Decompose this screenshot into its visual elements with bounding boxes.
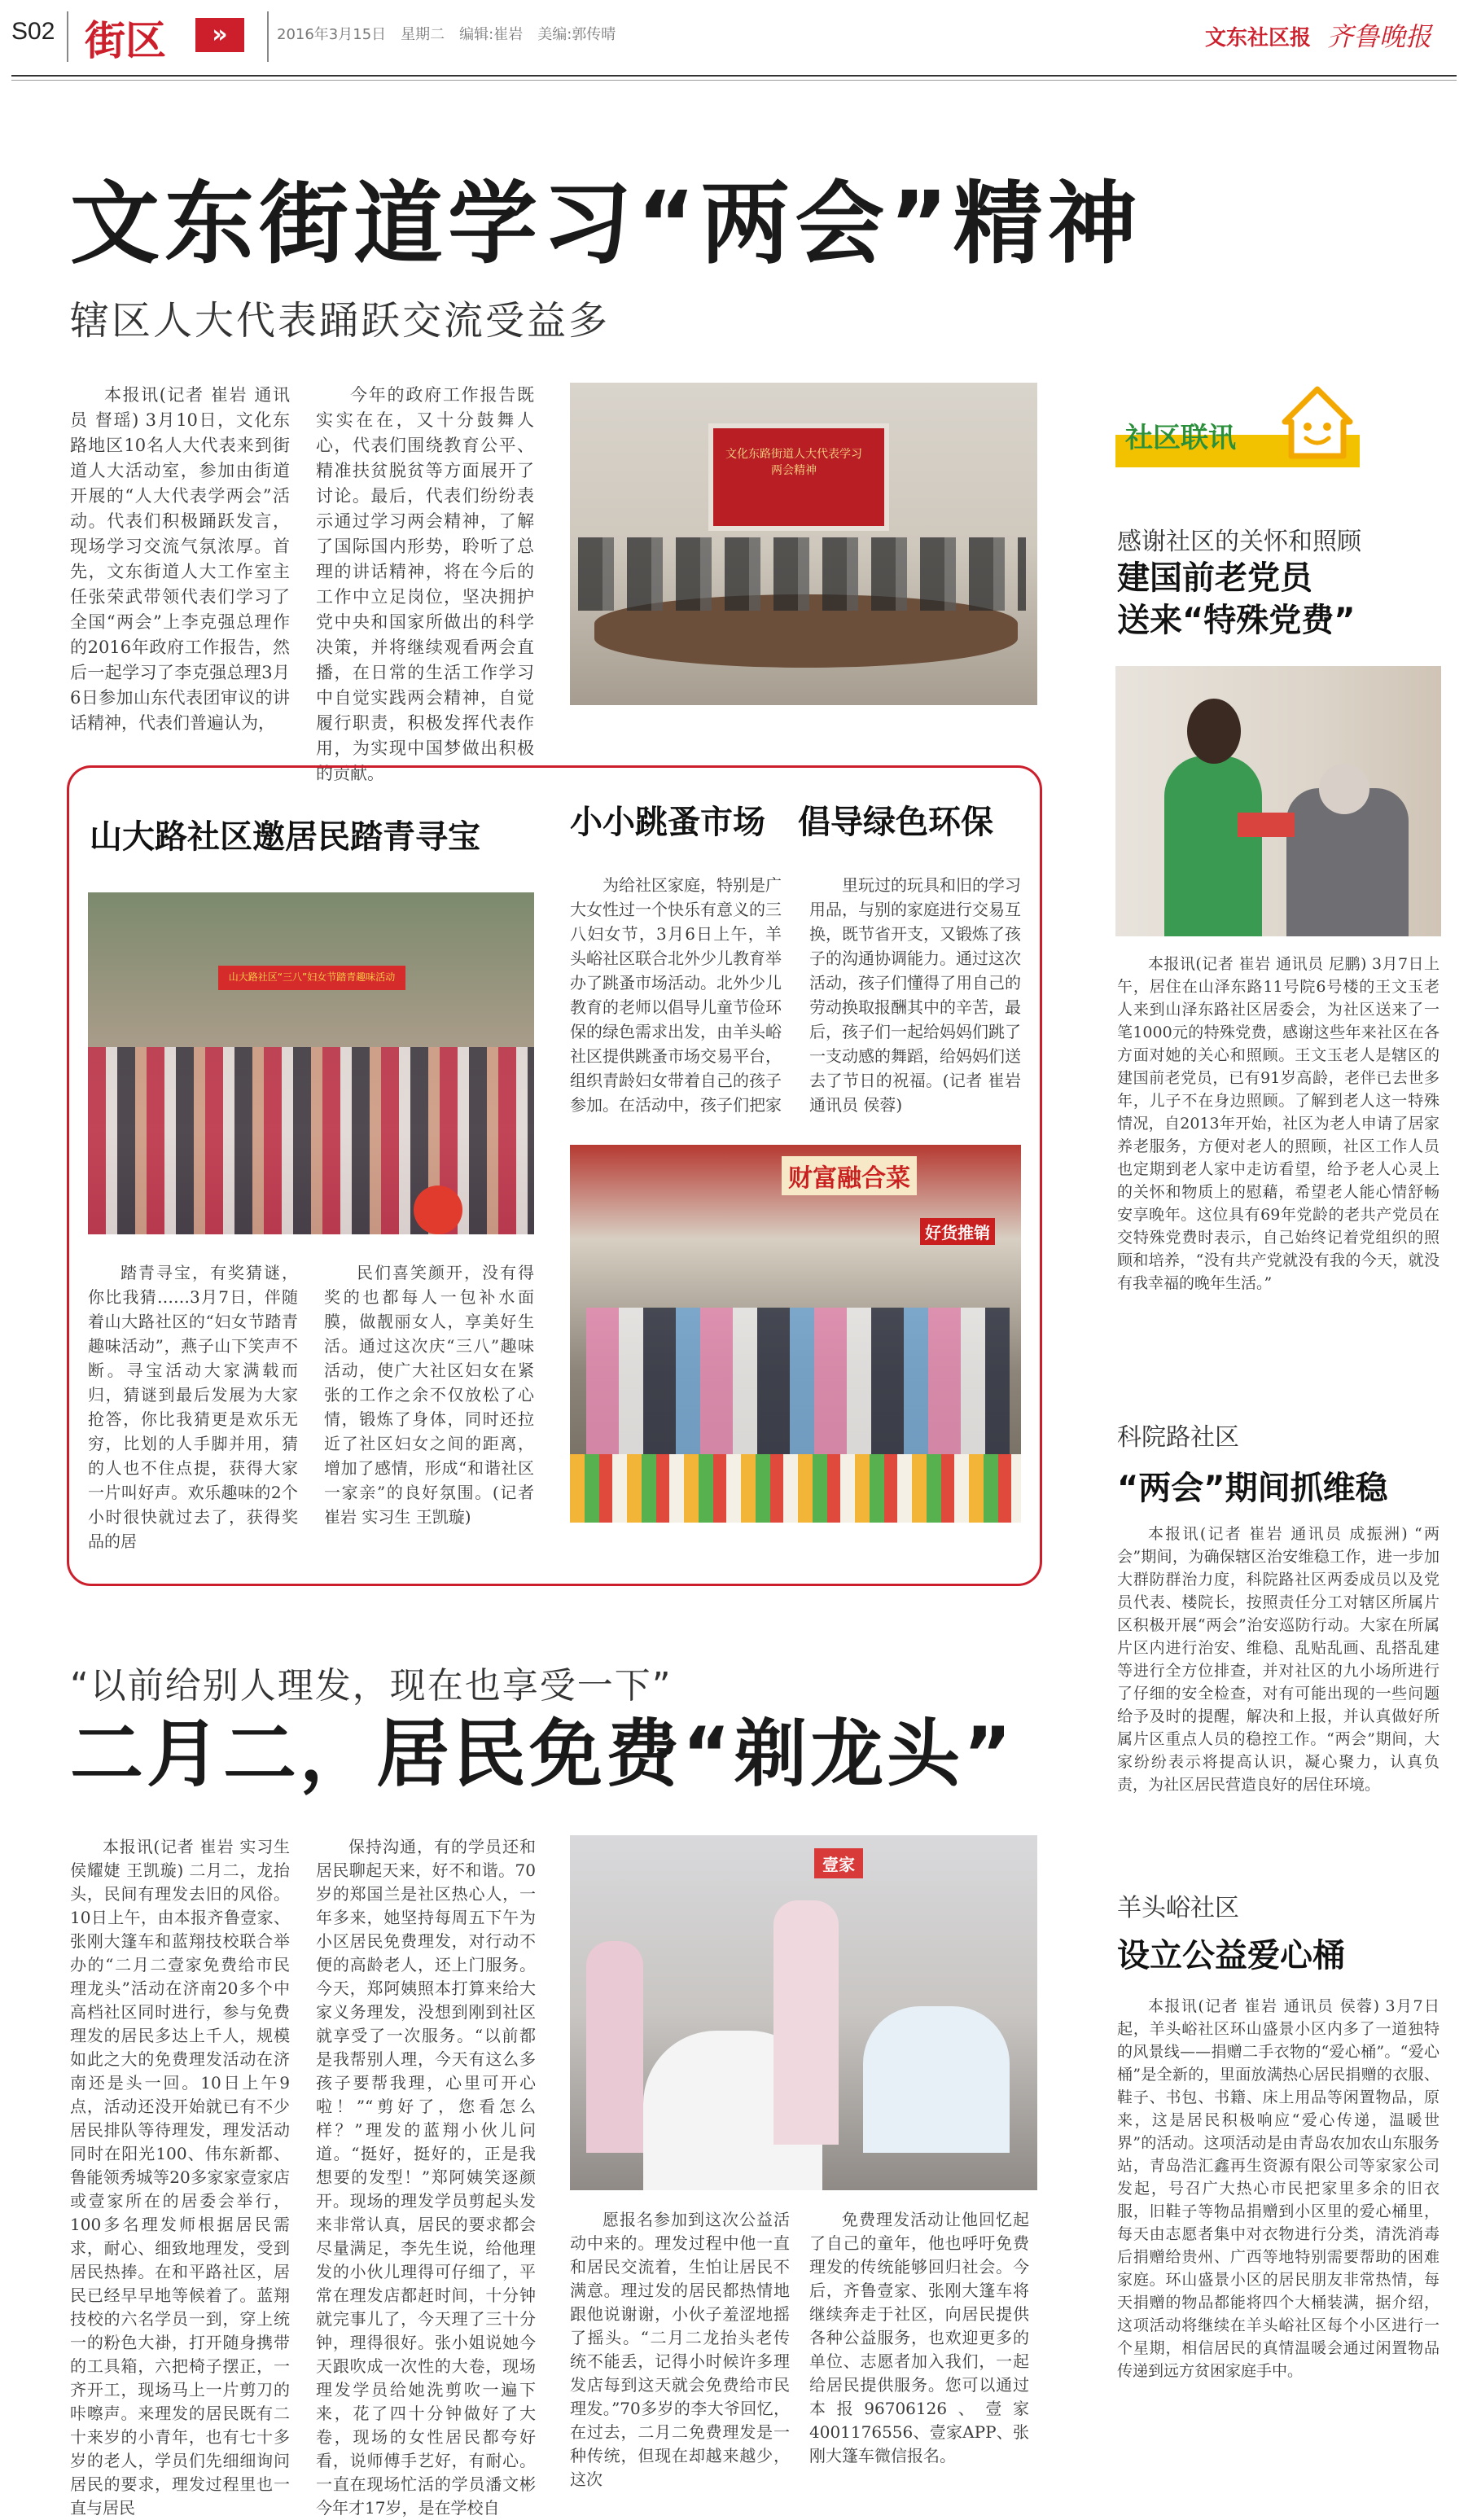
boxed-right-column-2: 里玩过的玩具和旧的学习用品，与别的家庭进行交易互换，既节省开支，又锻炼了孩子的沟通协调能力。通过这次活动，孩子们懂得了用自己的劳动换取报酬其中的辛苦，最后，孩子们一起给妈妈们跳了一支动感的舞蹈，给妈妈们送去了节日的祝福。(记者 崔岩 通讯员 侯蓉)	[809, 875, 1021, 1115]
boxed-right-column-1: 为给社区家庭，特别是广大女性过一个快乐有意义的三八妇女节，3月6日上午，羊头峪社区联合北外少儿教育举办了跳蚤市场活动。北外少儿教育的老师以倡导儿童节俭环保的绿色需求出发，由羊头峪社区提供跳蚤市场交易平台，组织青龄妇女带着自己的孩子参加。在活动中，孩子们把家	[570, 875, 782, 1115]
red-lantern	[414, 1185, 462, 1234]
sidebar-story3-text: 本报讯(记者 崔岩 通讯员 侯蓉) 3月7日起，羊头峪社区环山盛景小区内多了一道独特的风景线——捐赠二手衣物的“爱心桶”。“爱心桶”是全新的，里面放满热心居民捐赠的衣服、鞋子、书包、书籍、床上用品等闲置物品，原来，这是居民积极响应“爱心传递，温暖世界”的活动。这项活动是由青岛农加农山东服务站，青岛浩汇鑫再生资源有限公司等家家公司发起，号召广大热心市民把家里多余的旧衣服，旧鞋子等物品捐赠到小区里的爱心桶里，每天由志愿者集中对衣物进行分类，清洗消毒后捐赠给贵州、广西等地特别需要帮助的困难家庭。环山盛景小区的居民朋友非常热情，每天捐赠的物品都能将四个大桶装满，据介绍，这项活动将继续在羊头峪社区每个小区进行一个星期，相信居民的真情温暖会通过闲置物品传递到远方贫困家庭手中。	[1117, 1997, 1440, 2380]
photo-banner: 山大路社区“三八”妇女节踏青趣味活动	[228, 971, 396, 983]
divider	[67, 11, 68, 62]
sidebar-story2-kicker: 科院路社区	[1117, 1423, 1239, 1452]
second-column-3: 愿报名参加到这次公益活动中来的。理发过程中他一直和居民交流着，生怕让居民不满意。理过发的居民都热情地跟他说谢谢，小伙子羞涩地摇了摇头。“二月二龙抬头老传统不能丢，记得小时候许多理发店每到这天就会免费给市民理发。”70多岁的李大爷回忆，在过去，二月二免费理发是一种传统，但现在却越来越少，这次	[570, 2210, 790, 2489]
person-head	[1187, 699, 1241, 764]
barber-student	[586, 1941, 643, 2153]
section-arrow-icon: »	[195, 18, 244, 52]
lead-photo	[570, 383, 1037, 705]
section-title: 街区	[85, 17, 166, 64]
sidebar-story3-title: 设立公益爱心桶	[1117, 1937, 1345, 1974]
second-column-4: 免费理发活动让他回忆起了自己的童年，他也呼吁免费理发的传统能够回归社会。今后，齐鲁壹家、张刚大篷车将继续奔走于社区，向居民提供各种公益服务，也欢迎更多的单位、志愿者加入我们，一起给居民提供服务。您可以通过本报96706126、壹家4001176556、壹家APP、张刚大篷车微信报名。	[809, 2210, 1029, 2465]
salon-sign: 壹家	[814, 1848, 863, 1878]
boxed-right-photo	[570, 1145, 1021, 1523]
person-green-coat	[1164, 756, 1262, 936]
boxed-left-headline: 山大路社区邀居民踏青寻宝	[90, 818, 480, 856]
paper-name: 文东社区报	[1205, 26, 1312, 50]
children	[586, 1308, 1010, 1454]
masthead-rule	[11, 80, 1457, 81]
shop-sign: 好货推销	[920, 1218, 995, 1245]
second-column-2: 保持沟通，有的学员还和居民聊起天来，好不和谐。70岁的郑国兰是社区热心人，一年多来，她坚持每周五下午为小区居民免费理发，对行动不便的高龄老人，还上门服务。今天，郑阿姨照本打算来给大家义务理发，没想到刚到社区就享受了一次服务。“以前都是我帮别人理，今天有这么多孩子要帮我理，心里可开心啦！”“剪好了，您看怎么样？”理发的蓝翔小伙儿问道。“挺好，挺好的，正是我想要的发型！”郑阿姨笑逐颜开。现场的理发学员剪起头发来非常认真，居民的要求都会尽量满足，李先生说，给他理发的小伙儿理得可仔细了，平常在理发店都赶时间，十分钟就完事儿了，今天理了三十分钟，理得很好。张小姐说她今天跟吹成一次性的大卷，现场理发学员给她洗剪吹一遍下来，花了四十分钟做好了大卷，现场的女性居民都夸好看，说师傅手艺好，有耐心。一直在现场忙活的学员潘文彬今年才17岁，是在学校自	[316, 1837, 536, 2518]
sidebar-story1-text: 本报讯(记者 崔岩 通讯员 尼鹏) 3月7日上午，居住在山泽东路11号院6号楼的王文玉老人来到山泽东路社区居委会，为社区送来了一笔1000元的特殊党费，感谢这些年来社区在各方面对她的关心和照顾。王文玉老人是辖区的建国前老党员，已有91岁高龄，老伴已去世多年，儿子不在身边照顾。了解到老人这一特殊情况，自2013年开始，社区为老人申请了居家养老服务，方便对老人的照顾，社区工作人员也定期到老人家中走访看望，给予老人心灵上的关怀和物质上的慰藉，希望老人能心情舒畅安享晚年。这位具有69年党龄的老共产党员在交特殊党费时表示，自己始终记着党组织的照顾和培养，“没有共产党就没有我的今天，就没有我幸福的晚年生活。”	[1117, 955, 1440, 1292]
lead-headline: 文东街道学习“两会”精神	[70, 172, 1142, 276]
photo-banner: 文化东路街道人大代表学习两会精神	[725, 448, 862, 477]
barber-cape	[863, 2006, 1010, 2153]
divider	[267, 11, 269, 62]
second-kicker: “以前给别人理发，现在也享受一下”	[70, 1665, 673, 1707]
sidebar-story1-kicker: 感谢社区的关怀和照顾	[1117, 528, 1361, 556]
sidebar-column-header	[1115, 381, 1360, 469]
lead-column-2: 今年的政府工作报告既实实在在，又十分鼓舞人心，代表们围绕教育公平、精准扶贫脱贫等方面展开了讨论。最后，代表们纷纷表示通过学习两会精神，了解了国际国内形势，聆听了总理的讲话精神，将在今后的工作中立足岗位，坚决拥护党中央和国家所做出的科学决策，并将继续观看两会直播，在日常的生活工作学习中自觉实践两会精神，自觉履行职责，积极发挥代表作用，为实现中国梦做出积极的贡献。	[316, 385, 534, 783]
boxed-right-headline: 小小跳蚤市场 倡导绿色环保	[570, 804, 993, 841]
boxed-left-column-1: 踏青寻宝，有奖猜谜，你比我猜……3月7日，伴随着山大路社区的“妇女节踏青趣味活动”，燕子山下笑声不断。寻宝活动大家满载而归，猜谜到最后发展为大家抢答，你比我猜更是欢乐无穷，比划的人手脚并用，猜的人也不住点提，获得大家一片叫好声。欢乐趣味的2个小时很快就过去了，获得奖品的居	[88, 1263, 298, 1551]
crowd	[88, 1047, 534, 1234]
attendees	[578, 537, 1026, 611]
sidebar-story2-text: 本报讯(记者 崔岩 通讯员 成振洲) “两会”期间，为确保辖区治安维稳工作，进一步加大群防群治力度，科院路社区两委成员以及党员代表、楼院长，按照责任分工对辖区所属片区积极开展“两会”治安巡防行动。大家在所属片区内进行治安、维稳、乱贴乱画、乱搭乱建等进行全方位排查，并对社区的九小场所进行了仔细的安全检查，对有可能出现的一些问题给予及时的提醒，解决和上报，并认真做好所属片区重点人员的稳控工作。“两会”期间，大家纷纷表示将提高认识，凝心聚力，认真负责，为社区居民营造良好的居住环境。	[1117, 1525, 1440, 1794]
barber-student	[773, 1900, 839, 2145]
sidebar-story1-title: 建国前老党员 送来“特殊党费”	[1117, 559, 1356, 639]
paper-logo: 齐鲁晚报	[1327, 21, 1432, 52]
shop-sign: 财富融合菜	[782, 1156, 917, 1195]
sidebar-photo-party-fee	[1115, 666, 1441, 936]
lead-subhead: 辖区人大代表踊跃交流受益多	[70, 298, 611, 344]
page-number: S02	[11, 18, 55, 45]
date-line: 2016年3月15日 星期二 编辑:崔岩 美编:郭传晴	[277, 26, 616, 43]
lead-column-1: 本报讯(记者 崔岩 通讯员 督瑶) 3月10日，文化东路地区10名人大代表来到街道人大活动室，参加由街道开展的“人大代表学两会”活动。代表们积极踊跃发言，现场学习交流气氛浓厚。首先，文东街道人大工作室主任张荣武带领代表们学习了全国“两会”上李克强总理作的2016年政府工作报告，然后一起学习了李克强总理3月6日参加山东代表团审议的讲话精神，代表们普遍认为，	[70, 385, 290, 733]
second-column-1: 本报讯(记者 崔岩 实习生 侯耀婕 王凯璇) 二月二，龙抬头，民间有理发去旧的风俗。10日上午，由本报齐鲁壹家、张刚大篷车和蓝翔技校联合举办的“二月二壹家免费给市民理龙头”活动在济南20多个中高档社区同时进行，参与免费理发的居民多达上千人，规模如此之大的免费理发活动在济南还是头一回。10日上午9点，活动还没开始就已有不少居民排队等待理发，理发活动同时在阳光100、伟东新都、鲁能领秀城等20多家家壹家店或壹家所在的居委会举行，100多名理发师根据居民需求，耐心、细致地理发，受到居民热捧。在和平路社区，居民已经早早地等候着了。蓝翔技校的六名学员一到，穿上统一的粉色大褂，打开随身携带的工具箱，六把椅子摆正，一齐开工，现场马上一片剪刀的咔嚓声。来理发的居民既有二十来岁的小青年，也有七十多岁的老人，学员们先细细询问居民的要求，理发过程里也一直与居民	[70, 1837, 290, 2518]
sidebar-story3-kicker: 羊头峪社区	[1117, 1894, 1239, 1922]
person-head	[1319, 764, 1369, 814]
column-title: 社区联讯	[1125, 422, 1236, 454]
money-envelope	[1238, 813, 1295, 837]
house-smile-icon	[1278, 381, 1356, 462]
second-photo	[570, 1835, 1037, 2190]
boxed-left-column-2: 民们喜笑颜开，没有得奖的也都每人一包补水面膜，做靓丽女人，享美好生活。通过这次庆“三八”趣味活动，使广大社区妇女在紧张的工作之余不仅放松了心情，锻炼了身体，同时还拉近了社区妇女之间的距离，增加了感情，形成“和谐社区一家亲”的良好氛围。(记者 崔岩 实习生 王凯璇)	[324, 1263, 534, 1527]
masthead-rule	[11, 75, 1457, 77]
toys-on-ground	[570, 1454, 1021, 1523]
sidebar-story2-title: “两会”期间抓维稳	[1117, 1470, 1388, 1507]
boxed-left-photo	[88, 892, 534, 1234]
masthead	[0, 0, 1468, 81]
second-headline: 二月二，居民免费“剃龙头”	[70, 1711, 1015, 1797]
